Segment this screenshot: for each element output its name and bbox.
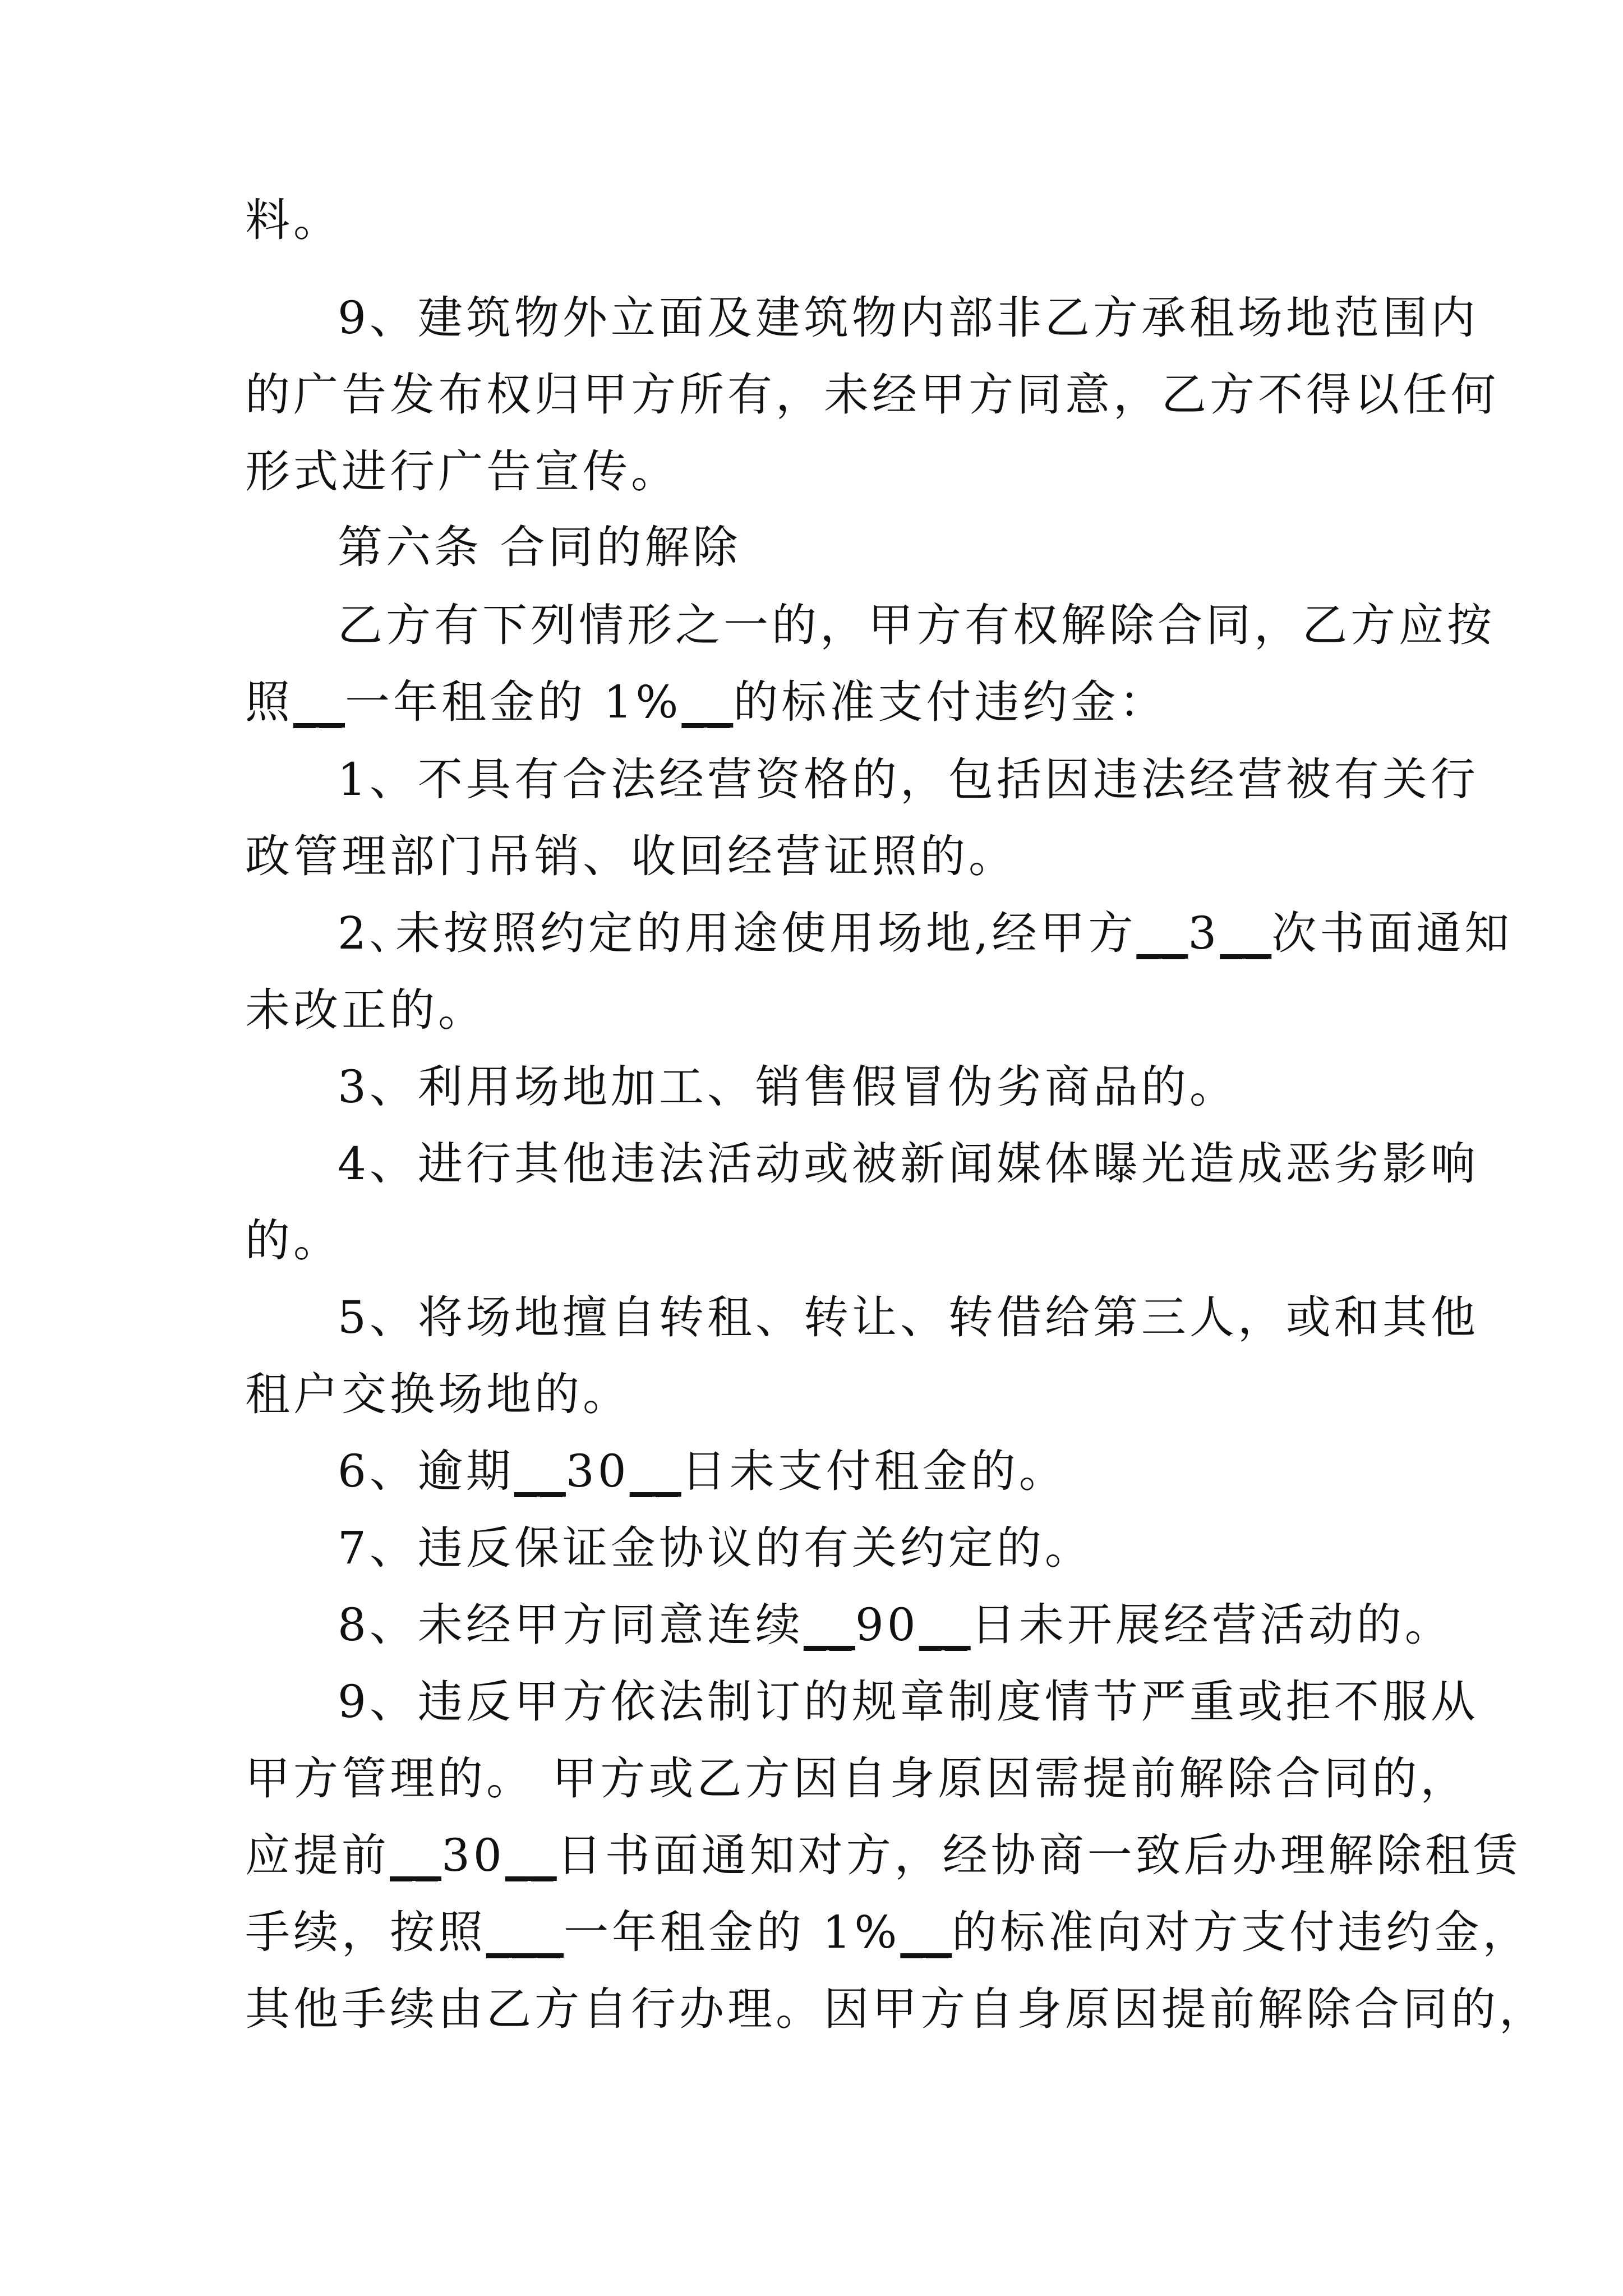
text-segment: 3 xyxy=(1188,907,1220,959)
text-segment: 30 xyxy=(441,1829,505,1881)
text-line: 1、不具有合法经营资格的，包括因违法经营被有关行 xyxy=(338,753,1479,806)
text-segment: 30 xyxy=(565,1445,630,1497)
text-segment: 日未开展经营活动的。 xyxy=(970,1599,1453,1651)
section-heading: 第六条 合同的解除 xyxy=(338,521,741,573)
text-segment: 一年租金的 1% xyxy=(345,676,682,728)
text-segment: 90 xyxy=(855,1599,919,1651)
text-line xyxy=(338,894,1513,973)
blank-underline: __ xyxy=(900,1906,952,1958)
text-segment: 次书面通知 xyxy=(1271,907,1513,959)
text-line: 租户交换场地的。 xyxy=(245,1368,631,1420)
text-line: 的广告发布权归甲方所有，未经甲方同意，乙方不得以任何 xyxy=(245,369,1499,421)
text-segment: 照 xyxy=(245,676,293,728)
text-line: 乙方有下列情形之一的，甲方有权解除合同，乙方应按 xyxy=(338,599,1495,651)
text-segment: 的标准支付违约金： xyxy=(733,676,1168,728)
blank-underline: ___ xyxy=(486,1906,564,1958)
text-line: 未改正的。 xyxy=(245,984,486,1036)
text-line: 的。 xyxy=(245,1214,342,1267)
text-line: 政管理部门吊销、收回经营证照的。 xyxy=(245,830,1017,882)
text-line xyxy=(245,663,1167,742)
text-line xyxy=(338,1586,1453,1664)
text-segment: 一年租金的 1% xyxy=(564,1906,901,1958)
text-line: 3、利用场地加工、销售假冒伪劣商品的。 xyxy=(338,1061,1238,1113)
text-line: 9、违反甲方依法制订的规章制度情节严重或拒不服从 xyxy=(338,1676,1479,1728)
text-line: 形式进行广告宣传。 xyxy=(245,445,679,498)
blank-underline: __ xyxy=(629,1445,681,1497)
blank-underline: __ xyxy=(514,1445,566,1497)
text-line: 4、进行其他违法活动或被新闻媒体曝光造成恶劣影响 xyxy=(338,1138,1479,1190)
blank-underline: __ xyxy=(390,1829,441,1881)
blank-underline: __ xyxy=(505,1829,557,1881)
text-line xyxy=(338,1432,1067,1511)
text-segment: 手续，按照 xyxy=(245,1906,486,1958)
text-segment: 日书面通知对方，经协商一致后办理解除租赁 xyxy=(556,1829,1521,1881)
blank-underline: __ xyxy=(1136,907,1188,959)
text-line: 5、将场地擅自转租、转让、转借给第三人，或和其他 xyxy=(338,1291,1479,1343)
text-line: 甲方管理的。 甲方或乙方因自身原因需提前解除合同的， xyxy=(245,1752,1469,1805)
text-segment: 6、逾期 xyxy=(338,1445,514,1497)
text-line xyxy=(245,1816,1521,1895)
text-line xyxy=(245,1893,1530,1972)
text-segment: 8、未经甲方同意连续 xyxy=(338,1599,804,1651)
text-line: 7、违反保证金协议的有关约定的。 xyxy=(338,1522,1093,1574)
blank-underline: __ xyxy=(681,676,734,728)
blank-underline: __ xyxy=(1220,907,1272,959)
text-segment: 的标准向对方支付违约金， xyxy=(952,1906,1531,1958)
text-line: 其他手续由乙方自行办理。因甲方自身原因提前解除合同的， xyxy=(245,1983,1547,2035)
text-line: 料。 xyxy=(245,194,342,246)
text-segment: 应提前 xyxy=(245,1829,390,1881)
text-segment: 日未支付租金的。 xyxy=(681,1445,1067,1497)
text-line: 9、建筑物外立面及建筑物内部非乙方承租场地范围内 xyxy=(338,292,1479,344)
blank-underline: __ xyxy=(919,1599,971,1651)
blank-underline: __ xyxy=(293,676,345,728)
blank-underline: __ xyxy=(803,1599,855,1651)
text-segment: 2､未按照约定的用途使用场地,经甲方 xyxy=(338,907,1137,959)
